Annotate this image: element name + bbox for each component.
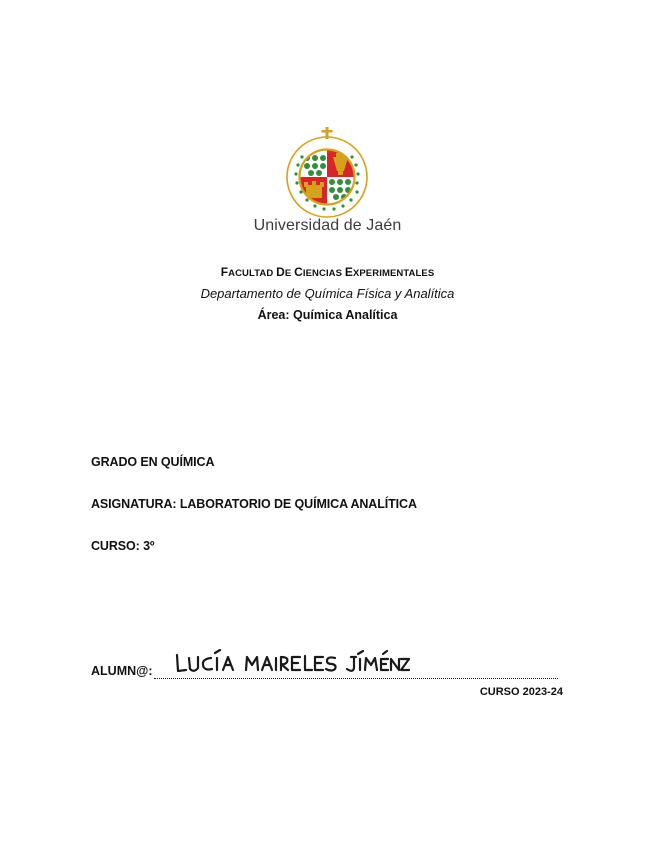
university-seal-logo <box>280 127 374 221</box>
subject-field: ASIGNATURA: LABORATORIO DE QUÍMICA ANALÍTICA <box>91 497 417 511</box>
handwritten-student-name <box>174 649 410 679</box>
faculty-title: FACULTAD DE CIENCIAS EXPERIMENTALES <box>220 265 435 279</box>
university-name: Universidad de Jaén <box>253 217 402 234</box>
degree-field: GRADO EN QUÍMICA <box>91 455 215 469</box>
course-year: CURSO 2023-24 <box>479 686 563 698</box>
department-title: Departamento de Química Física y Analítica <box>200 286 455 301</box>
course-field: CURSO: 3º <box>91 539 155 553</box>
student-label: ALUMN@: <box>91 664 153 678</box>
area-title: Área: Química Analítica <box>257 308 398 322</box>
